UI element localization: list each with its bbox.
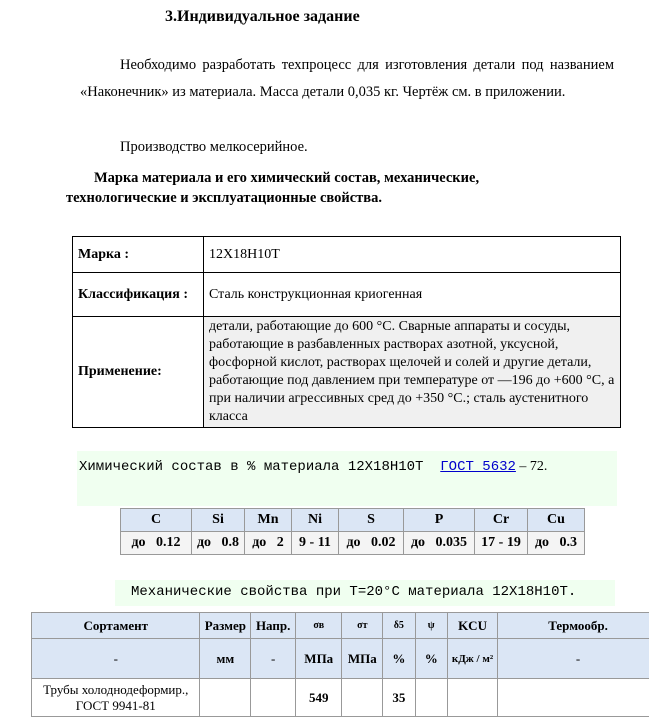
application-label: Применение: bbox=[73, 317, 204, 428]
classification-value: Сталь конструкционная криогенная bbox=[204, 273, 621, 317]
section-title bbox=[66, 168, 614, 208]
chem-value: 17 - 19 bbox=[475, 532, 528, 555]
page-title: 3.Индивидуальное задание bbox=[165, 8, 360, 25]
intro-paragraph: Необходимо разработать техпроцесс для изготовления детали под названием «Наконечник» из материала. Масса детали 0,035 кг. Чертёж см. в приложении. bbox=[80, 57, 614, 100]
mech-cell bbox=[342, 679, 383, 717]
chem-heading bbox=[77, 451, 617, 506]
mech-header: ψ bbox=[415, 613, 447, 639]
mech-header: σв bbox=[296, 613, 342, 639]
production-type: Производство мелкосерийное. bbox=[120, 139, 308, 155]
chem-header: C bbox=[121, 509, 192, 532]
chem-value: до 2 bbox=[245, 532, 292, 555]
material-properties-table bbox=[72, 236, 621, 428]
mech-cell: 35 bbox=[383, 679, 415, 717]
mech-unit: - bbox=[251, 639, 296, 679]
mech-heading bbox=[115, 580, 615, 606]
mech-cell bbox=[447, 679, 497, 717]
mech-header: Термообр. bbox=[498, 613, 649, 639]
mech-unit: кДж / м² bbox=[447, 639, 497, 679]
mech-cell: 549 bbox=[296, 679, 342, 717]
section-title-line2: технологические и эксплуатационные свойства. bbox=[66, 190, 382, 206]
mech-unit: - bbox=[498, 639, 649, 679]
chem-value: до 0.3 bbox=[528, 532, 585, 555]
classification-label: Классификация : bbox=[73, 273, 204, 317]
mech-header: Сортамент bbox=[32, 613, 200, 639]
mech-header: Напр. bbox=[251, 613, 296, 639]
mech-title: Механические свойства при Т=20°С материала 12Х18Н10Т. bbox=[131, 584, 577, 600]
mech-unit: % bbox=[415, 639, 447, 679]
gost-link[interactable]: ГОСТ 5632 bbox=[440, 459, 516, 475]
mech-unit: МПа bbox=[296, 639, 342, 679]
application-value: детали, работающие до 600 °С. Сварные аппараты и сосуды, работающие в разбавленных растворах азотной, уксусной, фосфорной кислот, растворах щелочей и солей и другие детали, работающие под давлением при температуре от —196 до +600 °С, а при наличии агрессивных сред до +350 °С.; сталь аустенитного класса bbox=[204, 317, 621, 428]
mech-unit: - bbox=[32, 639, 200, 679]
mech-cell: Трубы холоднодеформир., ГОСТ 9941-81 bbox=[32, 679, 200, 717]
mark-label: Марка : bbox=[73, 237, 204, 273]
chem-title: Химический состав в % материала 12Х18Н10Т bbox=[79, 459, 424, 475]
chem-value: до 0.8 bbox=[192, 532, 245, 555]
mech-cell bbox=[498, 679, 649, 717]
mech-unit: % bbox=[383, 639, 415, 679]
chem-value: до 0.12 bbox=[121, 532, 192, 555]
chem-value: до 0.035 bbox=[404, 532, 475, 555]
mech-unit: мм bbox=[200, 639, 251, 679]
mech-header: δ5 bbox=[383, 613, 415, 639]
chem-header: Mn bbox=[245, 509, 292, 532]
mech-header: KCU bbox=[447, 613, 497, 639]
mech-cell bbox=[200, 679, 251, 717]
chem-header: Si bbox=[192, 509, 245, 532]
mech-header: σт bbox=[342, 613, 383, 639]
gost-suffix: – 72. bbox=[515, 459, 548, 474]
mech-cell bbox=[251, 679, 296, 717]
chem-header: Ni bbox=[292, 509, 339, 532]
mark-value: 12Х18Н10Т bbox=[204, 237, 621, 273]
chemical-composition-table bbox=[120, 508, 585, 555]
chem-header: P bbox=[404, 509, 475, 532]
mech-cell bbox=[415, 679, 447, 717]
section-title-line1: Марка материала и его химический состав, механические, bbox=[94, 170, 480, 186]
chem-value: 9 - 11 bbox=[292, 532, 339, 555]
chem-header: Cr bbox=[475, 509, 528, 532]
mech-unit: МПа bbox=[342, 639, 383, 679]
mech-header: Размер bbox=[200, 613, 251, 639]
chem-header: S bbox=[339, 509, 404, 532]
mechanical-properties-table bbox=[31, 612, 649, 717]
chem-header: Cu bbox=[528, 509, 585, 532]
chem-value: до 0.02 bbox=[339, 532, 404, 555]
